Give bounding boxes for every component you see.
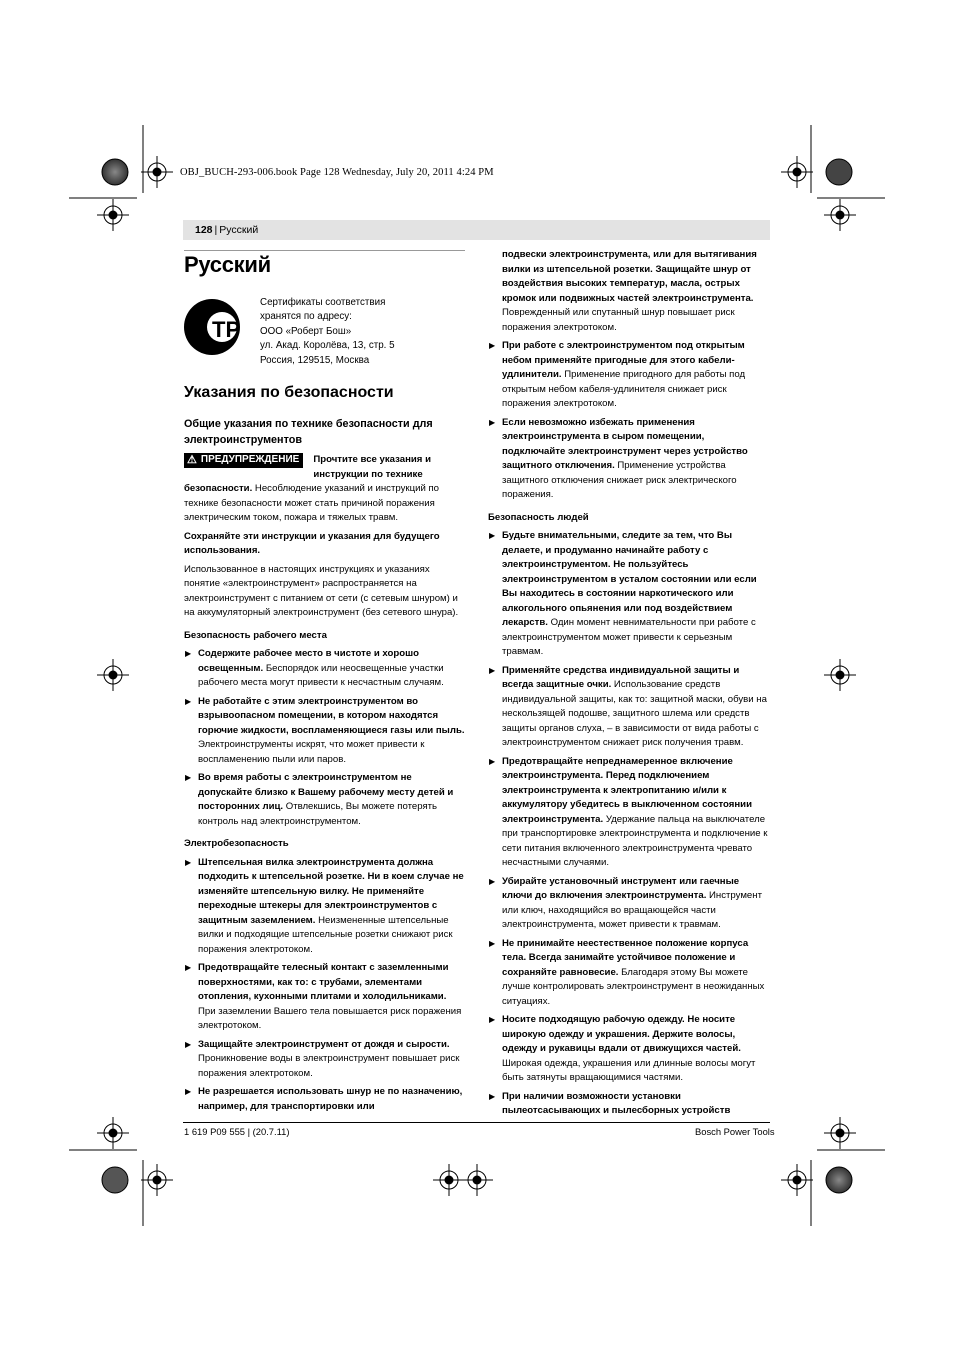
personal-heading: Безопасность людей	[488, 511, 589, 523]
page-number: 128	[195, 224, 213, 236]
electrical-heading: Электробезопасность	[184, 838, 289, 849]
cert-line: Сертификаты соответствия	[260, 297, 386, 308]
left-column	[184, 453, 465, 1114]
list-item: ▶ Если невозможно избежать применения электроинструмента в сыром помещении, подключайте электроинструмент через устройство защитного отключения. Применение устройства защитного отключения снижает риск электрического поражения.	[488, 416, 770, 503]
subsection-title: Общие указания по технике безопасности для электроинструментов	[184, 418, 433, 446]
eac-tr-logo	[184, 299, 246, 361]
list-item: ▶ Не принимайте неестественное положение корпуса тела. Всегда занимайте устойчивое положение и сохраняйте равновесие. Благодаря этому Вы можете лучше контролировать электроинструмент в неожиданных ситуациях.	[488, 937, 770, 1010]
list-item: ▶ Защищайте электроинструмент от дождя и сырости. Проникновение воды в электроинструмент повышает риск поражения электротоком.	[184, 1038, 465, 1082]
header-language: Русский	[219, 224, 259, 236]
list-item: ▶ Штепсельная вилка электроинструмента должна подходить к штепсельной розетке. Ни в коем случае не изменяйте штепсельную вилку. Не применяйте переходные штекеры для электроинструментов с защитным заземлением. Неизмененные штепсельные вилки и подходящие штепсельные розетки снижают риск поражения электротоком.	[184, 856, 465, 958]
list-item: ▶ Предотвращайте непреднамеренное включение электроинструмента. Перед подключением электроинструмента к электропитанию и/или к аккумулятору убедитесь в выключенном состоянии электроинструмента. Удержание пальца на выключателе при транспортировке электроинструмента и подключение к сети питания включенного электроинструмента чревато несчастными случаями.	[488, 755, 770, 871]
warning-paragraph	[184, 453, 465, 526]
header-separator: |	[214, 224, 218, 236]
list-item: ▶ Применяйте средства индивидуальной защиты и всегда защитные очки. Использование средств индивидуальной защиты, как то: защитной маски, обуви на нескользящей подошве, защитного шлема или средств защиты органов слуха, – в зависимости от вида работы с электроинструментом снижает риск получения травм.	[488, 664, 770, 751]
warning-triangle-icon: ⚠	[187, 454, 197, 467]
work-area-heading: Безопасность рабочего места	[184, 629, 327, 641]
right-column	[488, 248, 770, 1119]
cert-line: хранятся по адресу:	[260, 311, 352, 323]
list-item: ▶ Будьте внимательными, следите за тем, что Вы делаете, и продуманно начинайте работу с электроинструментом. Не пользуйтесь электроинструментом в усталом состоянии или если Вы находитесь в состоянии наркотического или алкогольного опьянения или под воздействием лекарств. Один момент невнимательности при работе с электроинструментом может привести к серьезным травмам.	[488, 529, 770, 660]
cert-line: Россия, 129515, Москва	[260, 354, 370, 366]
title-rule	[184, 250, 465, 251]
list-item: ▶ При наличии возможности установки пылеотсасывающих и пылесборных устройств	[488, 1090, 770, 1119]
keep-instructions: Сохраняйте эти инструкции и указания для будущего использования.	[184, 530, 440, 556]
svg-text:ТР: ТР	[212, 317, 241, 342]
cert-line: ООО «Роберт Бош»	[260, 325, 352, 337]
print-slug: OBJ_BUCH-293-006.book Page 128 Wednesday, July 20, 2011 4:24 PM	[180, 167, 494, 178]
list-item: ▶ Содержите рабочее место в чистоте и хорошо освещенным. Беспорядок или неосвещенные участки рабочего места могут привести к несчастным случаям.	[184, 647, 465, 691]
certificate-info	[260, 296, 460, 368]
section-title: Указания по безопасности	[184, 384, 394, 401]
footer-doc-number: 1 619 P09 555 | (20.7.11)	[184, 1126, 290, 1137]
warning-text: Несоблюдение указаний и инструкций по технике безопасности может стать причиной поражения электрическим током, пожара и тяжелых травм.	[184, 483, 440, 523]
cert-line: ул. Акад. Королёва, 13, стр. 5	[260, 340, 395, 352]
list-item: ▶ Во время работы с электроинструментом не допускайте близко к Вашему рабочему месту детей и посторонних лиц. Отвлекшись, Вы можете потерять контроль над электроинструментом.	[184, 771, 465, 829]
footer-brand: Bosch Power Tools	[695, 1126, 775, 1137]
list-item: ▶ Предотвращайте телесный контакт с заземленными поверхностями, как то: с трубами, элементами отопления, кухонными плитами и холодильниками. При заземлении Вашего тела повышается риск поражения электротоком.	[184, 961, 465, 1034]
list-item: ▶ Не работайте с этим электроинструментом во взрывоопасном помещении, в котором находятся горючие жидкости, воспламеняющиеся газы или пыль. Электроинструменты искрят, что может привести к воспламенению пыли или паров.	[184, 695, 465, 768]
page-header	[195, 224, 258, 236]
warning-label: ⚠ ПРЕДУПРЕЖДЕНИЕ	[184, 453, 303, 468]
list-item: ▶ Не разрешается использовать шнур не по назначению, например, для транспортировки или	[184, 1085, 465, 1114]
list-item: ▶ Носите подходящую рабочую одежду. Не носите широкую одежду и украшения. Держите волосы, одежду и рукавицы вдали от движущихся частей. Широкая одежда, украшения или длинные волосы могут быть затянуты вращающимися частями.	[488, 1013, 770, 1086]
warning-bold: Прочтите все указания и инструкции по технике безопасности.	[184, 454, 431, 494]
continued-item: подвески электроинструмента, или для вытягивания вилки из штепсельной розетки. Защищайте шнур от воздействия высоких температур, масла, острых кромок или подвижных частей электроинструмента. Поврежденный или спутанный шнур повышает риск поражения электротоком.	[502, 249, 757, 333]
footer-rule	[183, 1122, 770, 1123]
list-item: ▶ Убирайте установочный инструмент или гаечные ключи до включения электроинструмента. Инструмент или ключ, находящийся во вращающейся части электроинструмента, может привести к травмам.	[488, 875, 770, 933]
page-title: Русский	[184, 252, 271, 277]
list-item: ▶ При работе с электроинструментом под открытым небом применяйте пригодные для этого кабели-удлинители. Применение пригодного для работы под открытым небом кабеля-удлинителя снижает риск поражения электротоком.	[488, 339, 770, 412]
definition: Использованное в настоящих инструкциях и указаниях понятие «электроинструмент» распространяется на электроинструмент с питанием от сети (с сетевым шнуром) и на аккумуляторный электроинструмент (без сетевого шнура).	[184, 563, 459, 618]
header-bar	[183, 220, 770, 240]
